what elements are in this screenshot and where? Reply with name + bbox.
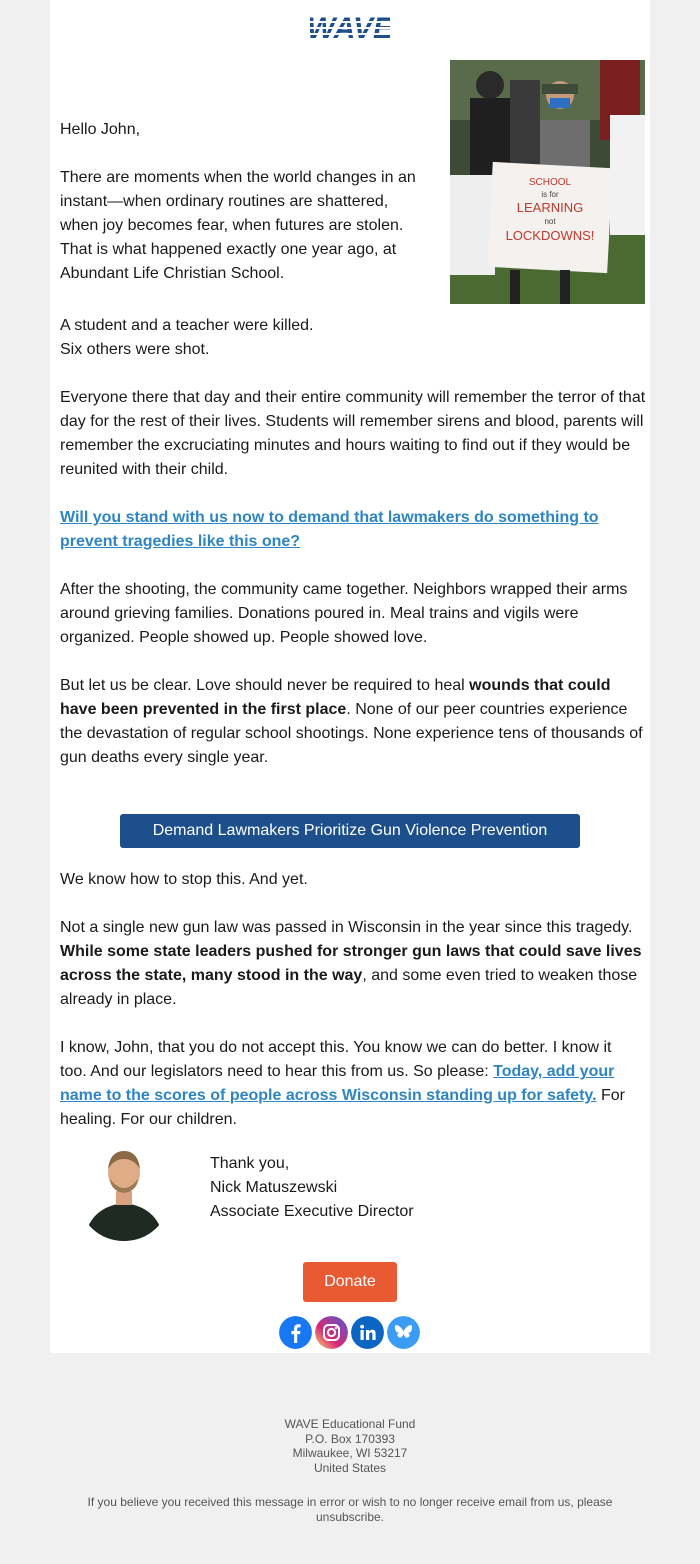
signature-block	[210, 1152, 414, 1224]
came-together-paragraph: After the shooting, the community came together. Neighbors wrapped their arms around grieving families. Donations poured in. Meal trains and vigils were organized. People showed up. People showed love.	[60, 581, 628, 646]
add-name-text-a: I know, John, that you do not accept this. You know we can do better. I know it too. And our legislators need to hear this from us. So please:	[60, 1039, 612, 1080]
footer-address	[0, 1417, 700, 1475]
donate-button[interactable]: Donate	[303, 1262, 397, 1302]
sign-line4: not	[544, 217, 556, 226]
signer-avatar	[79, 1145, 169, 1241]
footer-unsub-line1: If you believe you received this message in error or wish to no longer receive email from us, please	[87, 1495, 613, 1509]
signature-title: Associate Executive Director	[210, 1203, 414, 1220]
greeting: Hello John,	[60, 121, 141, 138]
email-card	[50, 0, 650, 1353]
sign-line3: LEARNING	[516, 200, 584, 215]
wave-logo[interactable]	[310, 12, 390, 42]
wisconsin-paragraph	[60, 916, 650, 1012]
footer-unsubscribe	[0, 1495, 700, 1524]
protest-photo	[450, 60, 645, 304]
bluesky-icon[interactable]	[387, 1316, 420, 1349]
footer-org: WAVE Educational Fund	[284, 1417, 416, 1431]
footer-country: United States	[313, 1460, 387, 1475]
love-text-a: But let us be clear. Love should never be required to heal	[60, 677, 470, 694]
victims-paragraph	[60, 314, 314, 362]
footer-unsub-line2[interactable]: unsubscribe.	[315, 1509, 385, 1524]
love-text-bold: wounds that could have been prevented in the first place	[60, 677, 611, 718]
add-name-text-b: For healing. For our children.	[60, 1087, 626, 1128]
sign-line2: is for	[541, 190, 559, 199]
victims-line-1: A student and a teacher were killed.	[60, 317, 314, 334]
community-paragraph: Everyone there that day and their entire community will remember the terror of that day for the rest of their lives. Students will remember sirens and blood, parents will remember the excruciating minutes and hours waiting to find out if they would be reunited with their child.	[60, 389, 646, 478]
sign-line5: LOCKDOWNS!	[505, 228, 595, 243]
stand-with-us-block	[60, 506, 630, 554]
signature-closing: Thank you,	[210, 1155, 290, 1172]
signature-name: Nick Matuszewski	[210, 1179, 338, 1196]
stand-with-us-link[interactable]: Will you stand with us now to demand that lawmakers do something to prevent tragedies like this one?	[60, 509, 599, 550]
facebook-icon[interactable]	[279, 1316, 312, 1349]
footer-po-box: P.O. Box 170393	[305, 1431, 395, 1446]
love-text-b: . None of our peer countries experience the devastation of regular school shootings. None experience tens of thousands of gun deaths every single year.	[60, 701, 643, 766]
love-paragraph	[60, 674, 650, 770]
footer-city: Milwaukee, WI 53217	[292, 1446, 408, 1460]
wisconsin-text-a: Not a single new gun law was passed in Wisconsin in the year since this tragedy.	[60, 919, 633, 936]
sign-line1: SCHOOL	[528, 177, 572, 188]
victims-line-2: Six others were shot.	[60, 341, 210, 358]
demand-lawmakers-button[interactable]: Demand Lawmakers Prioritize Gun Violence Prevention	[120, 814, 580, 848]
wisconsin-text-bold: While some state leaders pushed for stronger gun laws that could save lives across the state, many stood in the way	[60, 943, 642, 984]
add-name-paragraph	[60, 1036, 640, 1132]
instagram-icon[interactable]	[315, 1316, 348, 1349]
stop-this-paragraph: We know how to stop this. And yet.	[60, 871, 308, 888]
linkedin-icon[interactable]	[351, 1316, 384, 1349]
add-your-name-link[interactable]: Today, add your name to the scores of people across Wisconsin standing up for safety.	[60, 1063, 615, 1104]
wisconsin-text-b: , and some even tried to weaken those already in place.	[60, 967, 638, 1008]
intro-paragraph: There are moments when the world changes in an instant—when ordinary routines are shattered, when joy becomes fear, when futures are stolen. That is what happened exactly one year ago, at Abundant Life Christian School.	[60, 169, 416, 282]
